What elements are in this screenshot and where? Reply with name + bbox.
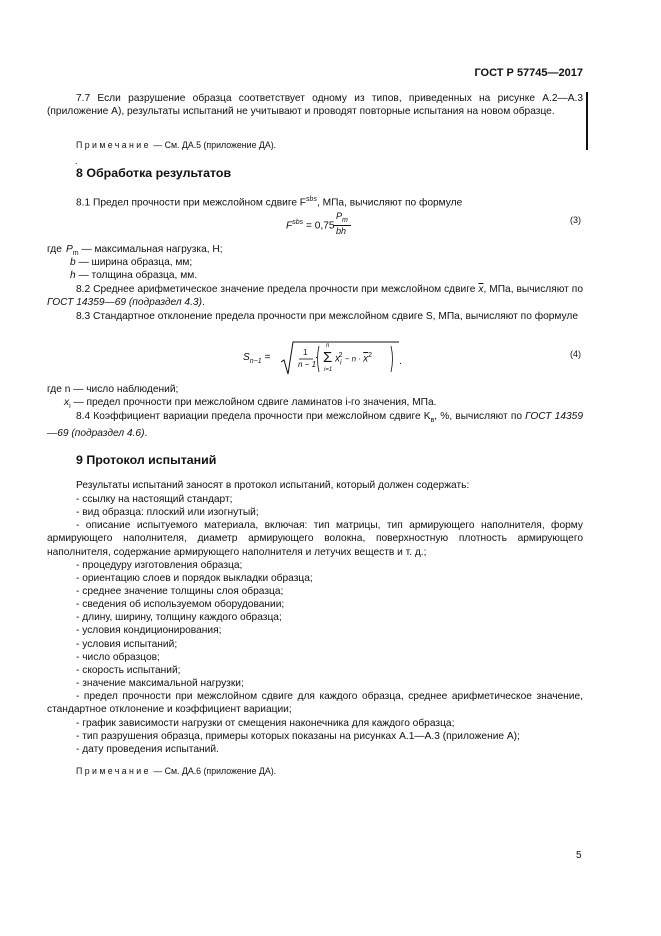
list-item: - сведения об используемом оборудовании; xyxy=(76,599,285,610)
eq4-lhs-sub: n−1 xyxy=(249,358,262,366)
where-text: — максимальная нагрузка, Н; xyxy=(78,244,223,255)
sec9-intro: Результаты испытаний заносят в протокол испытаний, который должен содержать: xyxy=(76,480,470,491)
where-item-h xyxy=(70,270,197,281)
note-text: — См. ДА.6 (приложение ДА). xyxy=(150,766,277,776)
list-item: - среднее значение толщины слоя образца; xyxy=(76,586,284,597)
where-label: где xyxy=(47,244,62,255)
note-7-7 xyxy=(47,139,583,151)
p82-text2: , МПа, вычисляют по xyxy=(483,284,583,295)
p84-sub: в xyxy=(430,417,435,425)
section-8-title: 8 Обработка результатов xyxy=(76,166,232,180)
eq4-x: x xyxy=(335,353,340,365)
eq3-den: bh xyxy=(336,226,347,236)
eq4-sum-bot: i=1 xyxy=(324,367,333,373)
where-sym: b xyxy=(70,257,76,268)
note-9 xyxy=(47,765,583,777)
p84-text2: , %, вычисляют по xyxy=(434,411,522,422)
p82-text: 8.2 Среднее арифметическое значение предела прочности при межслойном сдвиге xyxy=(76,284,476,295)
eq4-xsup: 2 xyxy=(338,352,343,359)
list-item: - процедуру изготовления образца; xyxy=(76,560,243,571)
where-sub: m xyxy=(72,250,79,258)
note-text: — См. ДА.5 (приложение ДА). xyxy=(150,140,277,150)
list-item: - значение максимальной нагрузки; xyxy=(76,678,244,689)
where2-x xyxy=(64,397,437,410)
where-text: — ширина образца, мм; xyxy=(75,257,193,268)
p81-text: 8.1 Предел прочности при межслойном сдвиге F xyxy=(76,197,307,209)
p81-tail: , МПа, вычисляют по формуле xyxy=(316,197,463,209)
p84-ref: ГОСТ 14359—69 (подраздел 4.6) xyxy=(47,411,583,440)
eq3-lhs: F xyxy=(286,220,293,232)
change-bar xyxy=(586,92,588,150)
list-item: - график зависимости нагрузки от смещения наконечника для каждого образца; xyxy=(76,718,455,729)
list-item: - ссылку на настоящий стандарт; xyxy=(76,494,233,505)
eq4-lhs: S xyxy=(243,352,250,363)
equation-4-number: (4) xyxy=(570,349,581,359)
list-item: - вид образца: плоский или изогнутый; xyxy=(76,507,259,518)
eq3-num: P xyxy=(336,211,343,221)
equation-3 xyxy=(286,213,406,239)
paragraph-8-2 xyxy=(47,283,583,310)
list-item: - тип разрушения образца, примеры которых показаны на рисунках А.1—А.3 (приложение А); xyxy=(76,731,520,742)
equation-4: $S_{n-1}$ = 1 n − 1 · n Σ i=1 $x_i^2 - n \cdot \overline{x}^2$ . xyxy=(243,340,403,378)
where2-x-text: — предел прочности при межслойном сдвиге ламинатов i-го значения, МПа. xyxy=(70,397,437,408)
p81-sup: sbs xyxy=(306,196,317,203)
note-label: Примечание xyxy=(76,140,151,150)
list-item-material: - описание испытуемого материала, включая: тип матрицы, тип армирующего наполнителя, форму армирующего наполнителя, диаметр армирующего волокна, поверхностную плотность армирующего наполнителя, содержание армирующего наполнителя и летучих веществ и т. д.; xyxy=(47,520,583,558)
note-label: Примечание xyxy=(76,766,151,776)
section-9-title: 9 Протокол испытаний xyxy=(76,453,217,467)
eq4-xsub: i xyxy=(340,359,342,367)
where2-x-sym: x xyxy=(64,397,70,408)
list-item: - скорость испытаний; xyxy=(76,665,181,676)
paragraph-8-1 xyxy=(47,193,583,210)
eq4-xbar: $\overline{x}$ xyxy=(363,353,369,365)
eq3-num-sub: m xyxy=(342,216,348,224)
list-item: - условия кондиционирования; xyxy=(76,625,222,636)
stray-dot: . xyxy=(75,156,78,166)
p84-end: . xyxy=(144,428,148,440)
eq3-mid: = 0,75 xyxy=(303,220,335,232)
p82-ref: ГОСТ 14359—69 (подраздел 4.3) xyxy=(47,297,202,309)
eq3-sup: sbs xyxy=(292,219,304,226)
where-sym: P xyxy=(66,244,73,255)
list-item: - число образцов; xyxy=(76,652,160,663)
eq4-xbarsup: 2 xyxy=(368,352,373,359)
paragraph-8-3: 8.3 Стандартное отклонение предела прочности при межслойном сдвиге S, МПа, вычисляют по формуле xyxy=(76,311,579,322)
eq4-one: 1 xyxy=(303,348,308,357)
list-item: - дату проведения испытаний. xyxy=(76,744,219,755)
paragraph-8-4 xyxy=(47,410,583,441)
eq4-minus: − n · xyxy=(342,354,364,364)
list-item-strength: - предел прочности при межслойном сдвиге для каждого образца, среднее арифметическое значение, стандартное отклонение и коэффициент вариации; xyxy=(47,691,583,716)
where2-x-sub: i xyxy=(69,403,71,411)
eq4-den: n − 1 xyxy=(298,360,317,369)
where2-n: где n — число наблюдений; xyxy=(47,384,179,395)
p82-end: . xyxy=(202,297,205,309)
list-item: - длину, ширину, толщину каждого образца; xyxy=(76,612,282,623)
where-item-b xyxy=(70,257,192,268)
p82-xbar: $\overline{x}$ xyxy=(478,284,484,295)
where-text: — толщина образца, мм. xyxy=(75,270,198,281)
p84-text: 8.4 Коэффициент вариации предела прочности при межслойном сдвиге K xyxy=(76,411,431,422)
equation-3-number: (3) xyxy=(570,215,581,225)
list-item: - условия испытаний; xyxy=(76,639,178,650)
page-number: 5 xyxy=(576,850,582,861)
list-item: - ориентацию слоев и порядок выкладки образца; xyxy=(76,573,313,584)
document-id: ГОСТ Р 57745—2017 xyxy=(474,67,583,79)
where-item-pm xyxy=(66,244,223,257)
eq4-sum-top: n xyxy=(326,343,330,349)
where-sym: h xyxy=(70,270,76,281)
paragraph-7-7: 7.7 Если разрушение образца соответствует одному из типов, приведенных на рисунке А.2—А.3 (приложение А), результаты испытаний не учитывают и проводят повторные испытания на новом образце. xyxy=(47,93,583,118)
